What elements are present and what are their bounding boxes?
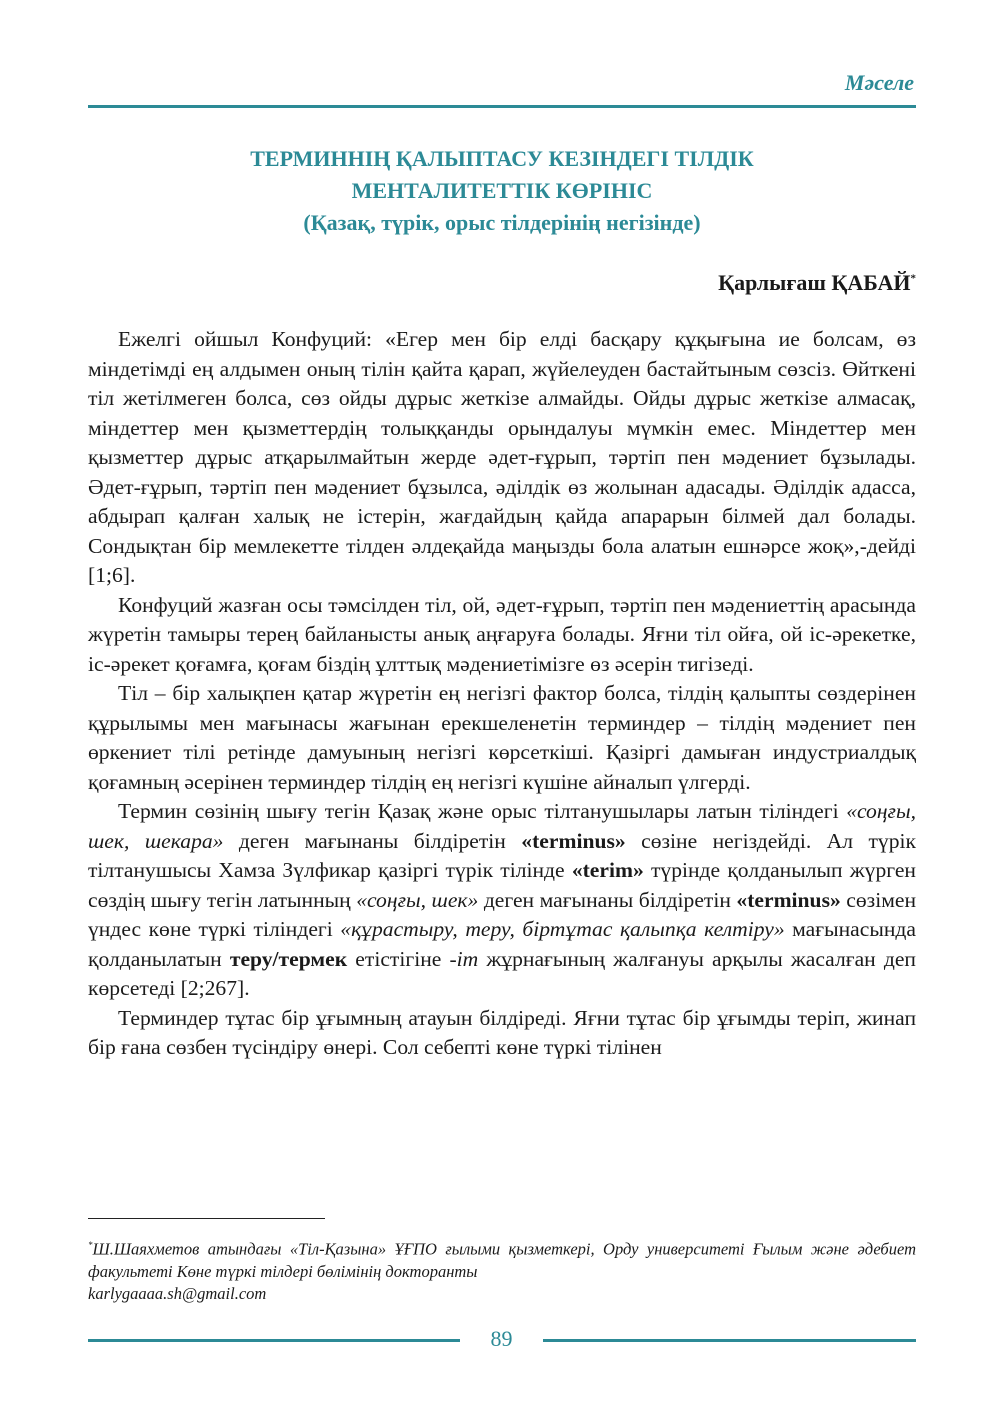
p4-text-e: сөзіне негіздейді. Ал түрік тілтанушысы Хамза Зүлфикар қазіргі түрік тілінде bbox=[88, 828, 917, 882]
article-body bbox=[88, 325, 916, 1063]
author-footnote-mark: * bbox=[910, 272, 916, 285]
p4-bold-n: теру/термек bbox=[229, 946, 348, 971]
p4-italic-h: «соңғы, шек» bbox=[356, 887, 479, 912]
title-subtitle: (Қазақ, түрік, орыс тілдерінің негізінде) bbox=[303, 210, 701, 235]
title-line-2: МЕНТАЛИТЕТТІК КӨРІНІС bbox=[351, 178, 653, 203]
footnote bbox=[88, 1234, 916, 1305]
footer-divider-left bbox=[88, 1339, 460, 1342]
author-name-text: Қарлығаш ҚАБАЙ bbox=[718, 270, 911, 295]
footnote-text bbox=[88, 1234, 916, 1283]
paragraph-1: Ежелгі ойшыл Конфуций: «Егер мен бір елді басқару құқығына ие болсам, өз міндетімді ең алдымен оның тілін қайта қарап, жүйелеуден бастайтыным сөзсіз. Өйткені тіл жетілмеген болса, сөз ойды дұрыс жеткізе алмайды. Ойды дұрыс жеткізе алмасақ, міндеттер мен қызметтердің толыққанды орындалуы мүмкін емес. Міндеттер мен қызметтер дұрыс атқарылмайтын жерде әдет-ғұрып, тәртіп пен мәдениет бұзылады. Әдет-ғұрып, тәртіп пен мәдениет бұзылса, әділдік өз жолынан адасады. Әділдік адасса, абдырап қалған халық не істерін, жағдайдың қайда апарарын білмей дал болады. Сондықтан бір мемлекетте тілден әлдеқайда маңызды бола алатын ешнәрсе жоқ»,-дейді [1;6]. bbox=[88, 327, 916, 587]
p4-text-k: сөзімен үндес көне түркі тіліндегі bbox=[88, 887, 916, 941]
footnote-divider bbox=[88, 1218, 325, 1219]
p4-italic-p: -im bbox=[449, 946, 479, 971]
p4-text-g: түрінде қолданылып жүрген сөздің шығу тегін латынның bbox=[88, 858, 916, 912]
footnote-affiliation: Ш.Шаяхметов атындағы «Тіл-Қазына» ҰҒПО ғылыми қызметкері, Орду университеті Ғылым және әдебиет факультеті Көне түркі тілдері бөлімінің докторанты bbox=[88, 1239, 916, 1281]
author-name bbox=[718, 270, 916, 296]
p4-bold-d: «terminus» bbox=[521, 828, 626, 853]
paragraph-2: Конфуций жазған осы тәмсілден тіл, ой, әдет-ғұрып, тәртіп пен мәдениеттің арасында жүретін тамыры терең байланысты анық аңғаруға болады. Яғни тіл ойға, ой іс-әрекетке, іс-әрекет қоғамға, қоғам біздің ұлттық мәдениетімізге өз әсерін тигізеді. bbox=[88, 592, 916, 676]
p4-italic-l: «құрастыру, теру, біртұтас қалыпқа келтіру» bbox=[340, 917, 785, 941]
p4-text-c: деген мағынаны білдіретін bbox=[223, 828, 522, 853]
article-title bbox=[88, 143, 916, 239]
footer-divider-right bbox=[543, 1339, 916, 1342]
p4-bold-j: «terminus» bbox=[736, 887, 841, 912]
footnote-email[interactable]: karlygaaaa.sh@gmail.com bbox=[88, 1283, 267, 1303]
p4-text-a: Термин сөзінің шығу тегін Қазақ және орыс тілтанушылары латын тіліндегі bbox=[118, 799, 847, 823]
footnote-mark: * bbox=[88, 1240, 93, 1250]
p4-italic-b: «соңғы, шек, шекара» bbox=[88, 799, 916, 853]
p4-text-q: жұрнағының жалғануы арқылы жасалған деп көрсетеді [2;267]. bbox=[88, 946, 916, 1000]
p4-text-i: деген мағынаны білдіретін bbox=[478, 887, 737, 912]
paragraph-4 bbox=[88, 797, 916, 1004]
paragraph-5: Терминдер тұтас бір ұғымның атауын білдіреді. Яғни тұтас бір ұғымды теріп, жинап бір ғана сөзбен түсіндіру өнері. Сол себепті көне түркі тілінен bbox=[88, 1005, 916, 1059]
p4-bold-f: «terim» bbox=[571, 858, 644, 882]
title-line-1: ТЕРМИННІҢ ҚАЛЫПТАСУ КЕЗІНДЕГІ ТІЛДІК bbox=[250, 146, 754, 171]
header-divider bbox=[88, 105, 916, 108]
page-number: 89 bbox=[490, 1326, 513, 1351]
p4-text-o: етістігіне bbox=[347, 946, 450, 971]
section-label: Мәселе bbox=[844, 70, 914, 95]
paragraph-3: Тіл – бір халықпен қатар жүретін ең негізгі фактор болса, тілдің қалыпты сөздерінен құрылымы мен мағынасы жағынан ерекшеленетін терминдер – тілдің мәдениет пен өркениет тілі ретінде дамуының негізгі көрсеткіші. Қазіргі дамыған индустриалдық қоғамның әсерінен терминдер тілдің ең негізгі күшіне айналып үлгерді. bbox=[88, 681, 916, 794]
p4-text-m: мағынасында қолданылатын bbox=[88, 917, 916, 971]
